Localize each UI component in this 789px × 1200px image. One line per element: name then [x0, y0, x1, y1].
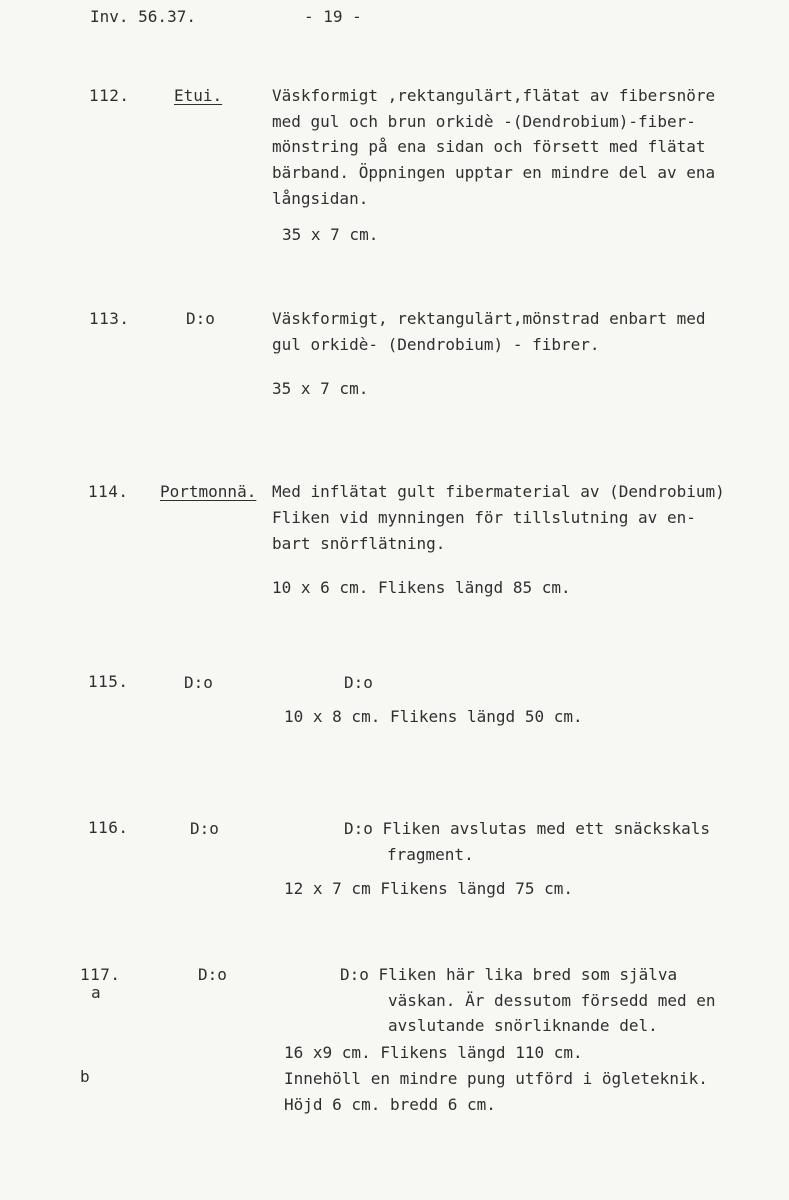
entry-name: D:o [186, 309, 215, 328]
description-line: Med inflätat gult fibermaterial av (Dendrobium) [272, 482, 725, 501]
page-number: - 19 - [304, 7, 362, 26]
measurements: 12 x 7 cm Flikens längd 75 cm. [284, 879, 573, 898]
description-line: Väskformigt, rektangulärt,mönstrad enbart med [272, 309, 706, 328]
inventory-number: Inv. 56.37. [90, 7, 196, 26]
description-line: bart snörflätning. [272, 534, 446, 553]
description-line: väskan. Är dessutom försedd med en [388, 991, 716, 1010]
entry-name: Portmonnä. [160, 482, 257, 501]
subentry-label-a: a [91, 983, 101, 1002]
entry-number: 112. [89, 86, 130, 105]
description-line: D:o Fliken avslutas med ett snäckskals [344, 819, 711, 838]
entry-name: Etui. [174, 86, 223, 105]
subentry-label-b: b [80, 1067, 90, 1086]
entry-name: D:o [190, 819, 219, 838]
description-line: Fliken vid mynningen för tillslutning av en- [272, 508, 696, 527]
description-line: D:o Fliken här lika bred som själva [340, 965, 678, 984]
entry-number: 115. [88, 672, 129, 691]
entry-name: D:o [198, 965, 227, 984]
entry-number: 114. [88, 482, 129, 501]
description-line: långsidan. [272, 189, 369, 208]
measurements: 16 x9 cm. Flikens längd 110 cm. [284, 1043, 583, 1062]
description-line: avslutande snörliknande del. [388, 1016, 658, 1035]
description-line: bärband. Öppningen upptar en mindre del av ena [272, 163, 716, 182]
description-line: Innehöll en mindre pung utförd i ögleteknik. [284, 1069, 708, 1088]
measurements: 35 x 7 cm. [282, 225, 379, 244]
description-line: fragment. [387, 845, 474, 864]
measurements: 35 x 7 cm. [272, 379, 369, 398]
description-line: Väskformigt ,rektangulärt,flätat av fibersnöre [272, 86, 716, 105]
entry-number: 116. [88, 818, 129, 837]
entry-number: 117. [80, 965, 121, 984]
entry-name: D:o [184, 673, 213, 692]
entry-number: 113. [89, 309, 130, 328]
measurements: 10 x 8 cm. Flikens längd 50 cm. [284, 707, 583, 726]
description-line: D:o [344, 673, 373, 692]
description-line: med gul och brun orkidè -(Dendrobium)-fiber- [272, 112, 696, 131]
measurements: 10 x 6 cm. Flikens längd 85 cm. [272, 578, 571, 597]
description-line: Höjd 6 cm. bredd 6 cm. [284, 1095, 496, 1114]
description-line: gul orkidè- (Dendrobium) - fibrer. [272, 335, 600, 354]
description-line: mönstring på ena sidan och försett med flätat [272, 137, 706, 156]
